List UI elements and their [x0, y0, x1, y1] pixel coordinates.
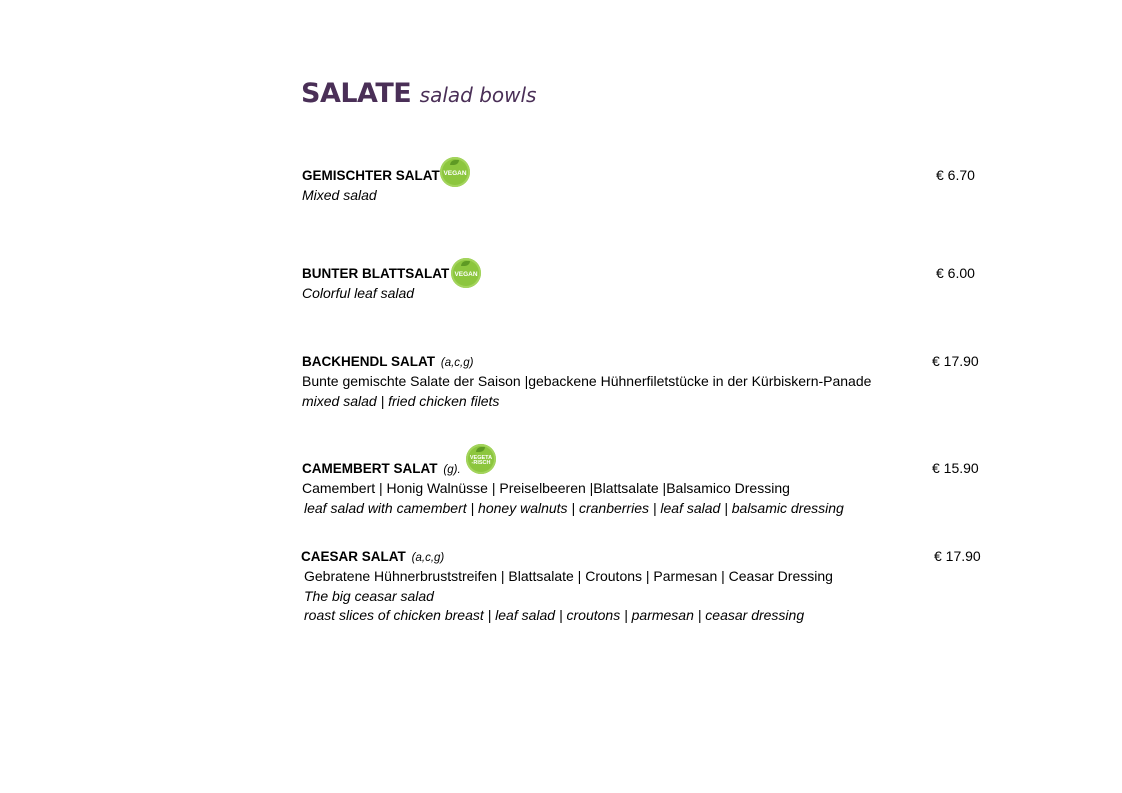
item-name: CAMEMBERT SALAT — [302, 461, 438, 476]
title-subtitle: salad bowls — [419, 83, 537, 107]
item-price: € 6.00 — [936, 265, 975, 281]
menu-item-gemischter-salat — [302, 166, 992, 206]
item-subtitle-en: The big ceasar salad — [304, 587, 434, 604]
item-name: BACKHENDL SALAT — [302, 354, 435, 369]
item-description-en: mixed salad | fried chicken filets — [302, 392, 500, 409]
item-description-en: roast slices of chicken breast | leaf salad | croutons | parmesan | ceasar dressing — [304, 607, 805, 623]
vegan-badge-icon: VEGAN — [440, 157, 470, 187]
item-name: GEMISCHTER SALAT — [302, 168, 440, 183]
vegan-badge-icon: VEGAN — [451, 258, 481, 288]
item-name: CAESAR SALAT — [301, 549, 406, 564]
item-price: € 17.90 — [932, 353, 979, 369]
item-description-en: Colorful leaf salad — [302, 285, 415, 301]
menu-item-camembert-salat — [302, 454, 992, 518]
item-allergens: (a,c,g) — [411, 552, 445, 564]
item-description-en: leaf salad with camembert | honey walnuts | cranberries | leaf salad | balsamic dressing — [304, 499, 844, 516]
item-price: € 6.70 — [936, 167, 975, 183]
item-name: BUNTER BLATTSALAT — [302, 266, 450, 281]
item-description-en: Mixed salad — [302, 187, 377, 203]
vegetarian-badge-icon: VEGETA-RISCH — [466, 444, 496, 474]
menu-item-caesar-salat — [301, 547, 991, 626]
item-allergens: (a,c,g) — [440, 357, 474, 369]
title-main: SALATE — [301, 78, 412, 109]
page-title — [301, 78, 536, 109]
item-price: € 15.90 — [932, 460, 979, 476]
item-price: € 17.90 — [934, 548, 981, 564]
menu-item-bunter-blattsalat — [302, 264, 992, 304]
item-description-de: Camembert | Honig Walnüsse | Preiselbeeren |Blattsalate |Balsamico Dressing — [302, 480, 790, 496]
menu-item-backhendl-salat — [302, 352, 992, 411]
item-description-de: Gebratene Hühnerbruststreifen | Blattsalate | Croutons | Parmesan | Ceasar Dressing — [304, 568, 833, 584]
item-allergens: (g). — [443, 464, 461, 476]
item-description-de: Bunte gemischte Salate der Saison |gebackene Hühnerfiletstücke in der Kürbiskern-Panade — [302, 373, 872, 389]
